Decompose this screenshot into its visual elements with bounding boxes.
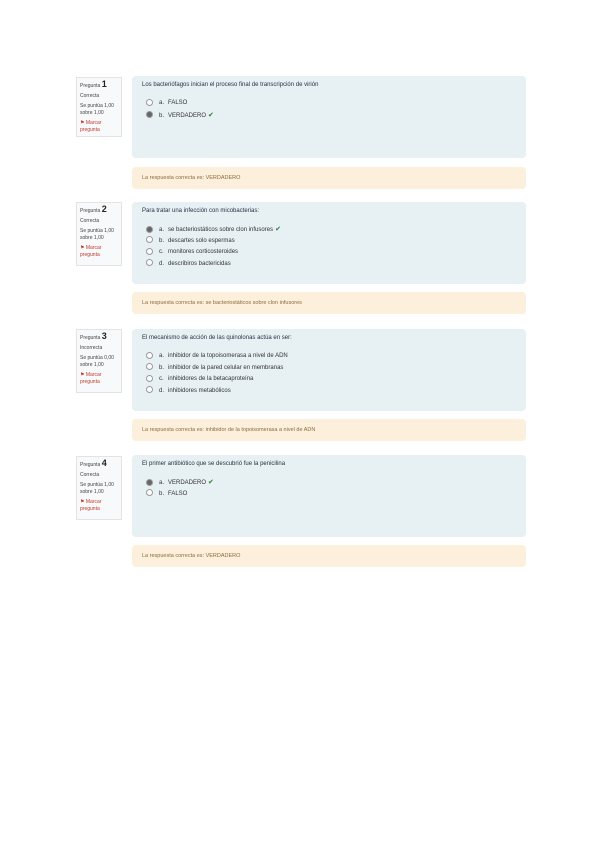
radio-button[interactable] [146, 352, 153, 359]
question-info [76, 77, 122, 137]
question-text: Para tratar una infección con micobacterias: [142, 208, 260, 214]
flag-icon: ⚑ [80, 245, 85, 251]
flag-question-link[interactable]: ⚑ Marcar pregunta [80, 120, 102, 133]
check-icon: ✔ [208, 479, 214, 486]
answer-option[interactable]: b. descartes solo espermas [142, 236, 516, 248]
answer-options [142, 477, 516, 500]
answer-options [142, 351, 516, 397]
radio-button[interactable] [146, 236, 153, 243]
answer-option[interactable]: d. describiros bactericidas [142, 259, 516, 271]
answer-option[interactable]: b. inhibidor de la pared celular en membranas [142, 363, 516, 375]
answer-option[interactable]: a. inhibidor de la topoisomerasa a nivel de ADN [142, 351, 516, 363]
question-info [76, 456, 122, 520]
question-info [76, 329, 122, 393]
question-state: Incorrecta [80, 345, 103, 351]
radio-button[interactable] [146, 386, 153, 393]
radio-button[interactable] [146, 363, 153, 370]
radio-button-selected[interactable] [146, 111, 153, 118]
answer-option[interactable]: c. inhibidores de la betacaproteína [142, 374, 516, 386]
flag-icon: ⚑ [80, 120, 85, 126]
feedback-box: La respuesta correcta es: inhibidor de la topoisomerasa a nivel de ADN [132, 419, 526, 441]
radio-button[interactable] [146, 489, 153, 496]
radio-button-selected[interactable] [146, 479, 153, 486]
answer-option[interactable]: d. inhibidores metabólicos [142, 386, 516, 398]
flag-question-link[interactable]: ⚑ Marcar pregunta [80, 245, 102, 258]
question-state: Correcta [80, 93, 100, 99]
check-icon: ✔ [275, 226, 281, 233]
question-content [132, 202, 526, 284]
radio-button[interactable] [146, 375, 153, 382]
radio-button[interactable] [146, 248, 153, 255]
check-icon: ✔ [208, 111, 214, 119]
question-text: Los bacteriófagos inician el proceso final de transcripción de virión [142, 82, 319, 88]
question-content [132, 455, 526, 537]
radio-button[interactable] [146, 259, 153, 266]
feedback-box: La respuesta correcta es: VERDADERO [132, 545, 526, 567]
answer-option[interactable]: b. VERDADERO ✔ [142, 110, 516, 122]
question-state: Correcta [80, 218, 100, 224]
question-text: El mecanismo de acción de las quinolonas actúa en ser: [142, 335, 292, 341]
answer-option[interactable]: a. se bacteriostáticos sobre clon infusores ✔ [142, 224, 516, 236]
answer-option[interactable]: a. VERDADERO ✔ [142, 477, 516, 489]
flag-question-link[interactable]: ⚑ Marcar pregunta [80, 372, 102, 385]
question-number: Pregunta 3 [80, 331, 107, 341]
radio-button[interactable] [146, 99, 153, 106]
question-text: El primer antibiótico que se descubrió fue la penicilina [142, 461, 286, 467]
question-number: Pregunta 4 [80, 458, 107, 468]
answer-options [142, 98, 516, 121]
feedback-box: La respuesta correcta es: VERDADERO [132, 167, 526, 189]
flag-question-link[interactable]: ⚑ Marcar pregunta [80, 499, 102, 512]
question-number: Pregunta 2 [80, 204, 107, 214]
question-grade: Se puntúa 1,00 sobre 1,00 [80, 482, 114, 495]
feedback-box: La respuesta correcta es: se bacteriostáticos sobre clon infusores [132, 292, 526, 314]
question-info [76, 202, 122, 266]
question-number: Pregunta 1 [80, 79, 107, 89]
answer-option[interactable]: a. FALSO [142, 98, 516, 110]
question-state: Correcta [80, 472, 100, 478]
flag-icon: ⚑ [80, 499, 85, 505]
answer-option[interactable]: b. FALSO [142, 489, 516, 501]
question-grade: Se puntúa 0,00 sobre 1,00 [80, 355, 114, 368]
question-grade: Se puntúa 1,00 sobre 1,00 [80, 228, 114, 241]
answer-options [142, 224, 516, 270]
radio-button-selected[interactable] [146, 226, 153, 233]
question-content [132, 329, 526, 411]
question-grade: Se puntúa 1,00 sobre 1,00 [80, 103, 114, 116]
question-content [132, 76, 526, 158]
answer-option[interactable]: c. monitores corticosteroides [142, 247, 516, 259]
flag-icon: ⚑ [80, 372, 85, 378]
